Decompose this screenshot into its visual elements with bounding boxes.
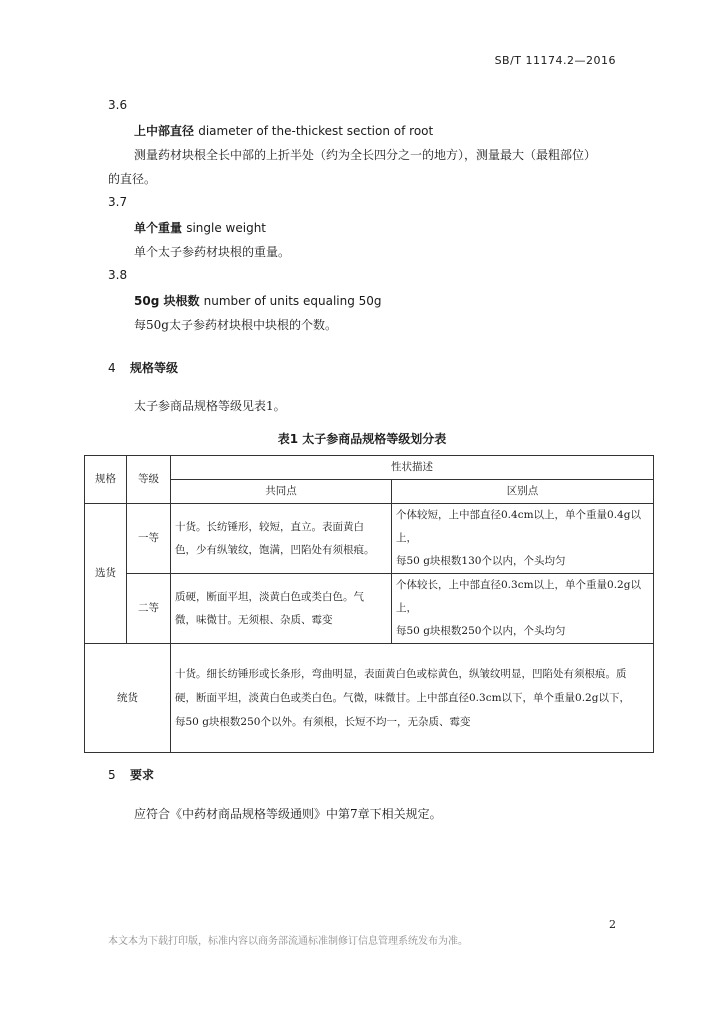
table-caption: 表1 太子参商品规格等级划分表	[277, 432, 447, 446]
second-common	[171, 574, 392, 644]
tonghuo-description	[171, 644, 654, 753]
cell-line: 色，少有纵皱纹，饱满，凹陷处有须根痕。	[175, 543, 375, 556]
cell-line: 个体较长，上中部直径0.3cm以上，单个重量0.2g以上，	[396, 579, 641, 614]
header-difference: 区别点	[392, 480, 654, 504]
section-number: 5	[108, 768, 116, 782]
grade-first: 一等	[127, 504, 171, 574]
cell-line: 微，味微甘。无须根、杂质、霉变	[175, 613, 333, 626]
term-en: number of units equaling 50g	[203, 294, 382, 308]
second-difference	[392, 574, 654, 644]
clause-term	[134, 122, 433, 139]
document-code: SB/T 11174.2—2016	[494, 54, 616, 67]
table-row	[85, 644, 654, 753]
clause-definition-cont: 的直径。	[108, 172, 157, 186]
term-zh: 上中部直径	[134, 124, 195, 138]
cell-line: 质硬，断面平坦，淡黄白色或类白色。气	[175, 590, 364, 603]
header-spec: 规格	[85, 456, 127, 504]
footer-notice: 本文本为下载打印版，标准内容以商务部流通标准制修订信息管理系统发布为准。	[108, 936, 468, 947]
clause-definition: 测量药材块根全长中部的上折半处（约为全长四分之一的地方），测量最大（最粗部位）	[134, 148, 597, 162]
first-difference	[392, 504, 654, 574]
clause-term	[134, 292, 382, 309]
clause-number: 3.8	[108, 268, 128, 282]
term-en: diameter of the-thickest section of root	[198, 124, 434, 138]
cell-line: 硬，断面平坦，淡黄白色或类白色。气微，味微甘。上中部直径0.3cm以下，单个重量0.2g以下，	[175, 692, 630, 704]
clause-number: 3.6	[108, 98, 128, 112]
section-heading	[108, 359, 178, 376]
header-description: 性状描述	[171, 456, 654, 480]
clause-term	[134, 219, 266, 236]
section-number: 4	[108, 361, 116, 375]
cell-line: 十货。细长纺锤形或长条形，弯曲明显，表面黄白色或棕黄色，纵皱纹明显，凹陷处有须根痕。质	[175, 668, 627, 680]
cell-line: 十货。长纺锤形，较短，直立。表面黄白	[175, 520, 364, 533]
spec-xuanhuo: 选货	[85, 504, 127, 644]
header-common: 共同点	[171, 480, 392, 504]
cell-line: 每50 g块根数250个以外。有须根，长短不均一，无杂质、霉变	[175, 716, 471, 728]
table-row	[85, 574, 654, 644]
header-grade: 等级	[127, 456, 171, 504]
term-zh: 50g 块根数	[134, 294, 200, 308]
section-text: 太子参商品规格等级见表1。	[134, 399, 286, 413]
clause-number: 3.7	[108, 195, 128, 209]
grade-table	[84, 455, 654, 753]
spec-tonghuo: 统货	[85, 644, 171, 753]
section-title: 规格等级	[130, 361, 179, 375]
first-common	[171, 504, 392, 574]
section-heading	[108, 766, 154, 783]
term-en: single weight	[186, 221, 267, 235]
section-text: 应符合《中药材商品规格等级通则》中第7章下相关规定。	[134, 807, 442, 821]
cell-line: 每50 g块根数130个以内，个头均匀	[396, 555, 566, 567]
cell-line: 个体较短，上中部直径0.4cm以上，单个重量0.4g以上，	[396, 509, 641, 544]
cell-line: 每50 g块根数250个以内，个头均匀	[396, 625, 566, 637]
term-zh: 单个重量	[134, 221, 183, 235]
page-number: 2	[609, 918, 616, 931]
section-title: 要求	[130, 768, 155, 782]
clause-definition: 单个太子参药材块根的重量。	[134, 245, 291, 259]
clause-definition: 每50g太子参药材块根中块根的个数。	[134, 318, 337, 332]
table-row	[85, 504, 654, 574]
grade-second: 二等	[127, 574, 171, 644]
